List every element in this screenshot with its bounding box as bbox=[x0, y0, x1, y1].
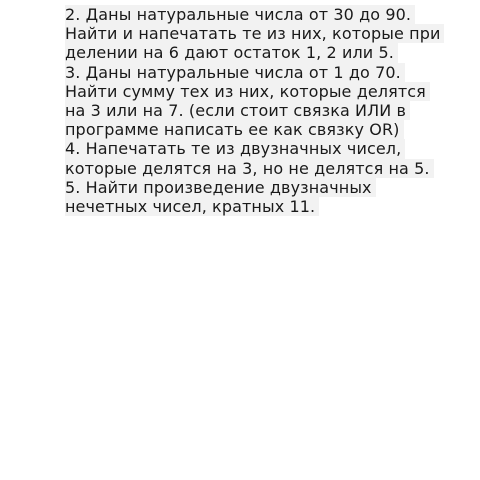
task-3-line-3: на 3 или на 7. (если стоит связка ИЛИ в bbox=[65, 101, 410, 120]
task-3-line-2: Найти сумму тех из них, которые делятся bbox=[65, 82, 430, 101]
task-5-line-1: 5. Найти произведение двузначных bbox=[65, 178, 376, 197]
task-3-line-1: 3. Даны натуральные числа от 1 до 70. bbox=[65, 63, 405, 82]
task-4-line-1: 4. Напечатать те из двузначных чисел, bbox=[65, 139, 405, 158]
task-2-line-2: Найти и напечатать те из них, которые при bbox=[65, 24, 444, 43]
task-text bbox=[65, 5, 475, 216]
task-5-line-2: нечетных чисел, кратных 11. bbox=[65, 197, 319, 216]
task-2-line-3: делении на 6 дают остаток 1, 2 или 5. bbox=[65, 43, 398, 62]
task-4-line-2: которые делятся на 3, но не делятся на 5. bbox=[65, 159, 434, 178]
task-3-line-4: программе написать ее как связку OR) bbox=[65, 120, 404, 139]
task-2-line-1: 2. Даны натуральные числа от 30 до 90. bbox=[65, 5, 415, 24]
